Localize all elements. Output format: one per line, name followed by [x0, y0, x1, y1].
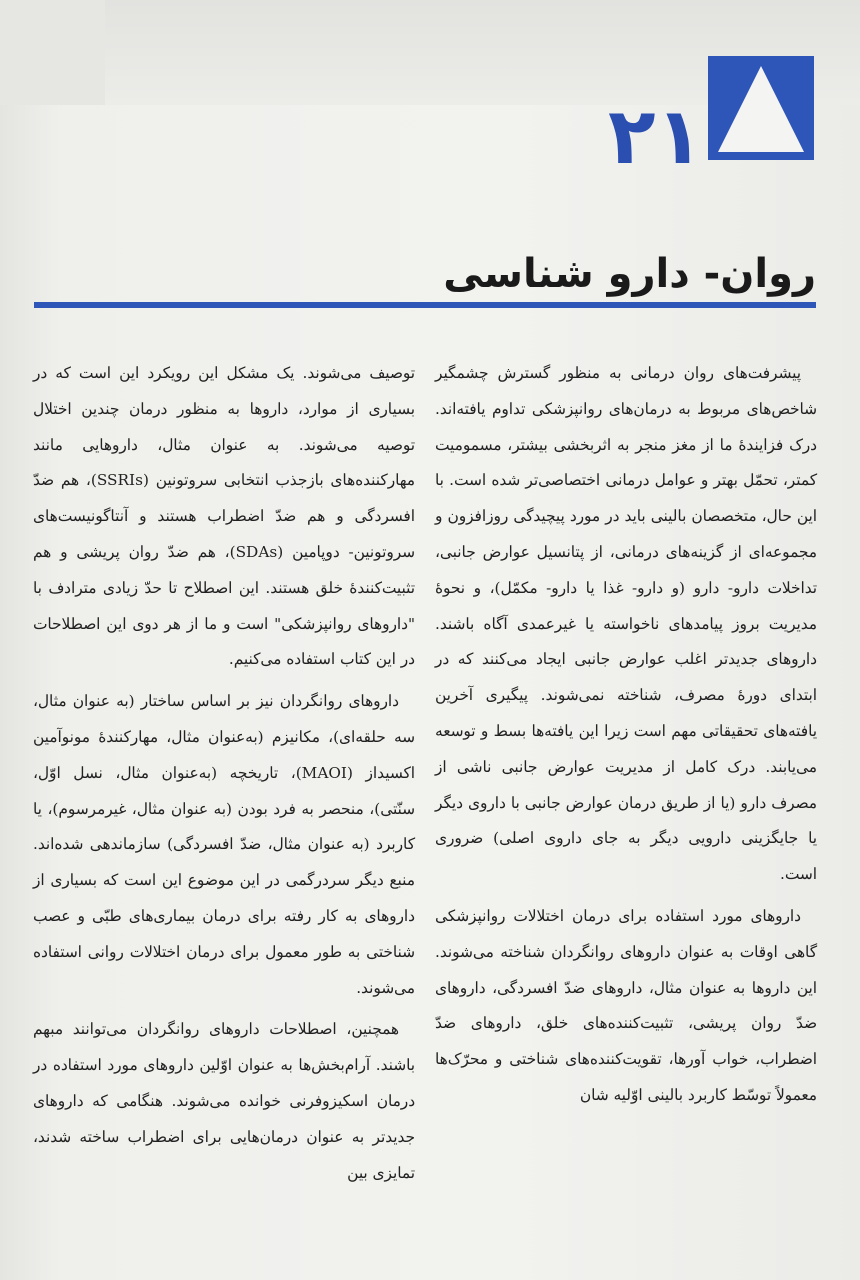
chapter-title: روان- دارو شناسی — [443, 251, 816, 297]
title-rule — [34, 302, 816, 308]
right-column — [435, 356, 817, 1120]
paragraph: همچنین، اصطلاحات داروهای روانگردان می‌توانند مبهم باشند. آرام‌بخش‌ها به عنوان اوّلین داروهای مورد استفاده در درمان اسکیزوفرنی خوانده می‌شوند. هنگامی که داروهای جدیدتر به عنوان درمان‌هایی برای اضطراب ساخته شدند، تمایزی بین — [33, 1020, 415, 1182]
chapter-number: ۲۱ — [608, 92, 704, 182]
header-band-left — [0, 0, 105, 105]
left-column — [33, 356, 415, 1197]
paragraph: پیشرفت‌های روان درمانی به منظور گسترش چشمگیر شاخص‌های مربوط به درمان‌های روانپزشکی تداوم یافته‌اند. درک فزایندهٔ ما از مغز منجر به اثربخشی بیشتر، مسمومیت کمتر، تحمّل بهتر و عوامل درمانی اختصاصی‌تر شده است. با این حال، متخصصان بالینی باید در مورد پیچیدگی روزافزون و مجموعه‌ای از گزینه‌های درمانی، از پتانسیل عوارض جانبی، تداخلات دارو- دارو (و دارو- غذا یا دارو- مکمّل)، و نحوهٔ مدیریت بروز پیامدهای ناخواسته یا غیرعمدی آگاه باشند. داروهای جدیدتر اغلب عوارض جانبی ایجاد می‌کنند که در ابتدای دورهٔ مصرف، شناخته نمی‌شوند. پیگیری آخرین یافته‌های تحقیقاتی مهم است زیرا این یافته‌ها بسط و توسعه می‌یابند. درک کامل از مدیریت عوارض جانبی ناشی از مصرف دارو (یا از طریق درمان عوارض جانبی با داروی دیگر یا جایگزینی دارویی دیگر به جای داروی اصلی) ضروری است. — [435, 364, 817, 884]
paragraph: توصیف می‌شوند. یک مشکل این رویکرد این است که در بسیاری از موارد، داروها به منظور درمان چندین اختلال توصیه می‌شوند. به عنوان مثال، داروهایی مانند مهارکننده‌های بازجذب انتخابی سروتونین (SSRIs)، هم ضدّ افسردگی و هم ضدّ اضطراب هستند و آنتاگونیست‌های سروتونین- دوپامین (SDAs)، هم ضدّ روان پریشی و هم تثبیت‌کنندهٔ خلق هستند. این اصطلاح تا حدّ زیادی مترادف با "داروهای روانپزشکی" است و ما از هر دوی این اصطلاحات در این کتاب استفاده می‌کنیم. — [33, 364, 415, 669]
triangle-icon — [708, 56, 814, 160]
paragraph: داروهای مورد استفاده برای درمان اختلالات روانپزشکی گاهی اوقات به عنوان داروهای روانگردان شناخته می‌شوند. این داروها به عنوان مثال، داروهای ضدّ افسردگی، داروهای ضدّ روان پریشی، تثبیت‌کننده‌های خلق، داروهای ضدّ اضطراب، خواب آورها، تقویت‌کننده‌های شناختی و محرّک‌ها معمولاً توسّط کاربرد بالینی اوّلیه شان — [435, 906, 817, 1104]
chapter-emblem — [708, 56, 814, 160]
paragraph: داروهای روانگردان نیز بر اساس ساختار (به عنوان مثال، سه حلقه‌ای)، مکانیزم (به‌عنوان مثال، مهارکنندهٔ مونوآمین اکسیداز (MAOI)، تاریخچه (به‌عنوان مثال، نسل اوّل، سنّتی)، منحصر به فرد بودن (به عنوان مثال، غیرمرسوم)، یا کاربرد (به عنوان مثال، ضدّ افسردگی) سازماندهی شده‌اند. منبع دیگر سردرگمی در این موضوع این است که بسیاری از داروهای به کار رفته برای درمان بیماری‌های طبّی و عصب شناختی به طور معمول برای درمان اختلالات روانی استفاده می‌شوند. — [33, 692, 415, 997]
